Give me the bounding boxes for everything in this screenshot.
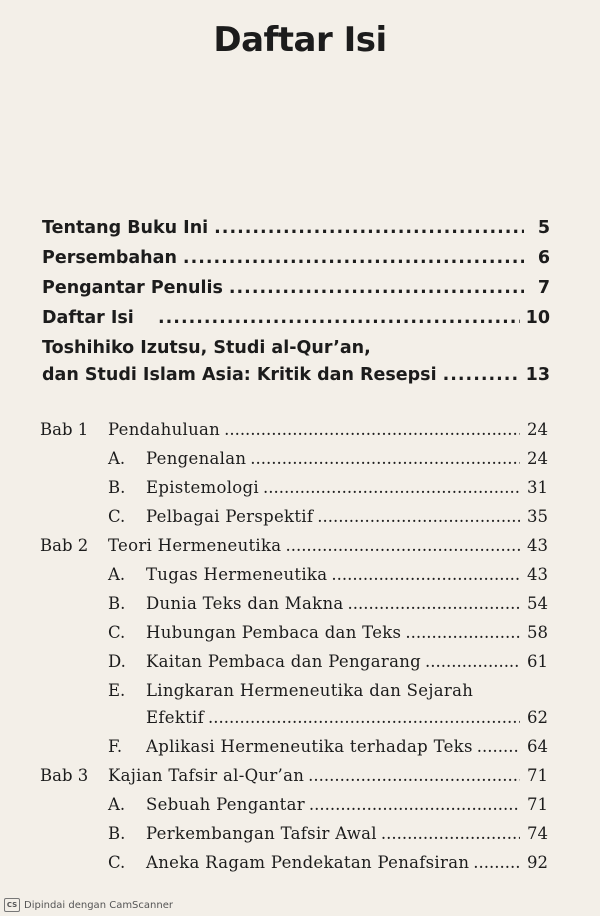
dot-leader xyxy=(224,420,520,439)
dot-leader xyxy=(381,824,520,843)
section-page: 92 xyxy=(527,853,548,872)
front-matter-list xyxy=(42,218,550,395)
dot-leader xyxy=(331,565,520,584)
chapter-title: Pendahuluan xyxy=(108,420,221,439)
section-row xyxy=(40,623,548,652)
chapter-row xyxy=(40,536,548,565)
toc-entry-label: Pengantar Penulis xyxy=(42,278,223,298)
chapter-number: Bab 1 xyxy=(40,420,89,439)
dot-leader xyxy=(263,478,520,497)
chapter-row xyxy=(40,766,548,795)
section-page: 74 xyxy=(527,824,548,843)
section-row xyxy=(40,681,548,708)
dot-leader xyxy=(285,536,520,555)
scanner-watermark xyxy=(4,898,173,912)
toc-entry xyxy=(42,308,550,338)
section-letter: B. xyxy=(108,824,126,843)
section-letter: D. xyxy=(108,652,126,671)
toc-entry xyxy=(42,218,550,248)
section-row xyxy=(40,565,548,594)
section-letter: E. xyxy=(108,681,126,700)
section-page: 31 xyxy=(527,478,548,497)
dot-leader xyxy=(477,737,520,756)
dot-leader xyxy=(183,248,524,268)
section-title: Kaitan Pembaca dan Pengarang xyxy=(146,652,422,671)
toc-entry-label: Persembahan xyxy=(42,248,177,268)
toc-entry-page: 6 xyxy=(537,248,550,268)
section-row xyxy=(40,652,548,681)
toc-entry xyxy=(42,338,550,365)
toc-entry-label: Daftar Isi xyxy=(42,308,134,328)
section-letter: C. xyxy=(108,853,126,872)
section-title: Dunia Teks dan Makna xyxy=(146,594,344,613)
dot-leader xyxy=(214,218,524,238)
section-row xyxy=(40,594,548,623)
section-page: 64 xyxy=(527,737,548,756)
section-row xyxy=(40,708,548,737)
chapter-number: Bab 2 xyxy=(40,536,89,555)
chapter-page: 71 xyxy=(527,766,548,785)
section-letter: A. xyxy=(108,565,126,584)
section-title: Pengenalan xyxy=(146,449,247,468)
section-page: 54 xyxy=(527,594,548,613)
chapter-title: Teori Hermeneutika xyxy=(108,536,282,555)
chapter-number: Bab 3 xyxy=(40,766,89,785)
page-title: Daftar Isi xyxy=(213,20,387,60)
section-title: Pelbagai Perspektif xyxy=(146,507,314,526)
dot-leader xyxy=(473,853,520,872)
section-row xyxy=(40,853,548,882)
toc-entry-label-line1: Toshihiko Izutsu, Studi al-Qur’an, xyxy=(42,338,371,358)
dot-leader xyxy=(317,507,520,526)
section-letter: A. xyxy=(108,449,126,468)
section-title: Perkembangan Tafsir Awal xyxy=(146,824,377,843)
section-page: 71 xyxy=(527,795,548,814)
toc-entry-label-line2: dan Studi Islam Asia: Kritik dan Resepsi xyxy=(42,365,437,385)
toc-entry xyxy=(42,248,550,278)
section-title: Aplikasi Hermeneutika terhadap Teks xyxy=(146,737,473,756)
section-page: 62 xyxy=(527,708,548,727)
dot-leader xyxy=(443,365,520,385)
section-page: 24 xyxy=(527,449,548,468)
dot-leader xyxy=(308,766,520,785)
chapter-row xyxy=(40,420,548,449)
dot-leader xyxy=(250,449,520,468)
section-title: Hubungan Pembaca dan Teks xyxy=(146,623,402,642)
toc-entry-page: 5 xyxy=(537,218,550,238)
section-row xyxy=(40,795,548,824)
chapter-list xyxy=(40,420,548,882)
dot-leader xyxy=(229,278,524,298)
section-page: 58 xyxy=(527,623,548,642)
toc-entry-page: 7 xyxy=(537,278,550,298)
section-title-line2: Efektif xyxy=(146,708,205,727)
section-title: Tugas Hermeneutika xyxy=(146,565,328,584)
section-title: Sebuah Pengantar xyxy=(146,795,305,814)
section-letter: C. xyxy=(108,507,126,526)
section-title: Aneka Ragam Pendekatan Penafsiran xyxy=(146,853,470,872)
chapter-page: 43 xyxy=(527,536,548,555)
dot-leader xyxy=(309,795,520,814)
dot-leader xyxy=(348,594,520,613)
toc-entry xyxy=(42,365,550,395)
section-letter: A. xyxy=(108,795,126,814)
dot-leader xyxy=(405,623,520,642)
section-title-line1: Lingkaran Hermeneutika dan Sejarah xyxy=(146,681,474,700)
dot-leader xyxy=(208,708,520,727)
toc-entry-page: 13 xyxy=(525,365,550,385)
section-row xyxy=(40,478,548,507)
toc-entry-page: 10 xyxy=(525,308,550,328)
section-letter: C. xyxy=(108,623,126,642)
section-page: 35 xyxy=(527,507,548,526)
section-title: Epistemologi xyxy=(146,478,259,497)
dot-leader xyxy=(425,652,520,671)
section-row xyxy=(40,449,548,478)
section-letter: B. xyxy=(108,594,126,613)
toc-entry xyxy=(42,278,550,308)
dot-leader xyxy=(158,308,520,328)
camscanner-logo-icon: CS xyxy=(4,898,20,912)
section-letter: B. xyxy=(108,478,126,497)
section-row xyxy=(40,737,548,766)
section-letter: F. xyxy=(108,737,123,756)
section-row xyxy=(40,507,548,536)
toc-entry-label: Tentang Buku Ini xyxy=(42,218,209,238)
watermark-text: Dipindai dengan CamScanner xyxy=(24,899,173,911)
section-row xyxy=(40,824,548,853)
section-page: 43 xyxy=(527,565,548,584)
chapter-page: 24 xyxy=(527,420,548,439)
chapter-title: Kajian Tafsir al-Qur’an xyxy=(108,766,305,785)
section-page: 61 xyxy=(527,652,548,671)
